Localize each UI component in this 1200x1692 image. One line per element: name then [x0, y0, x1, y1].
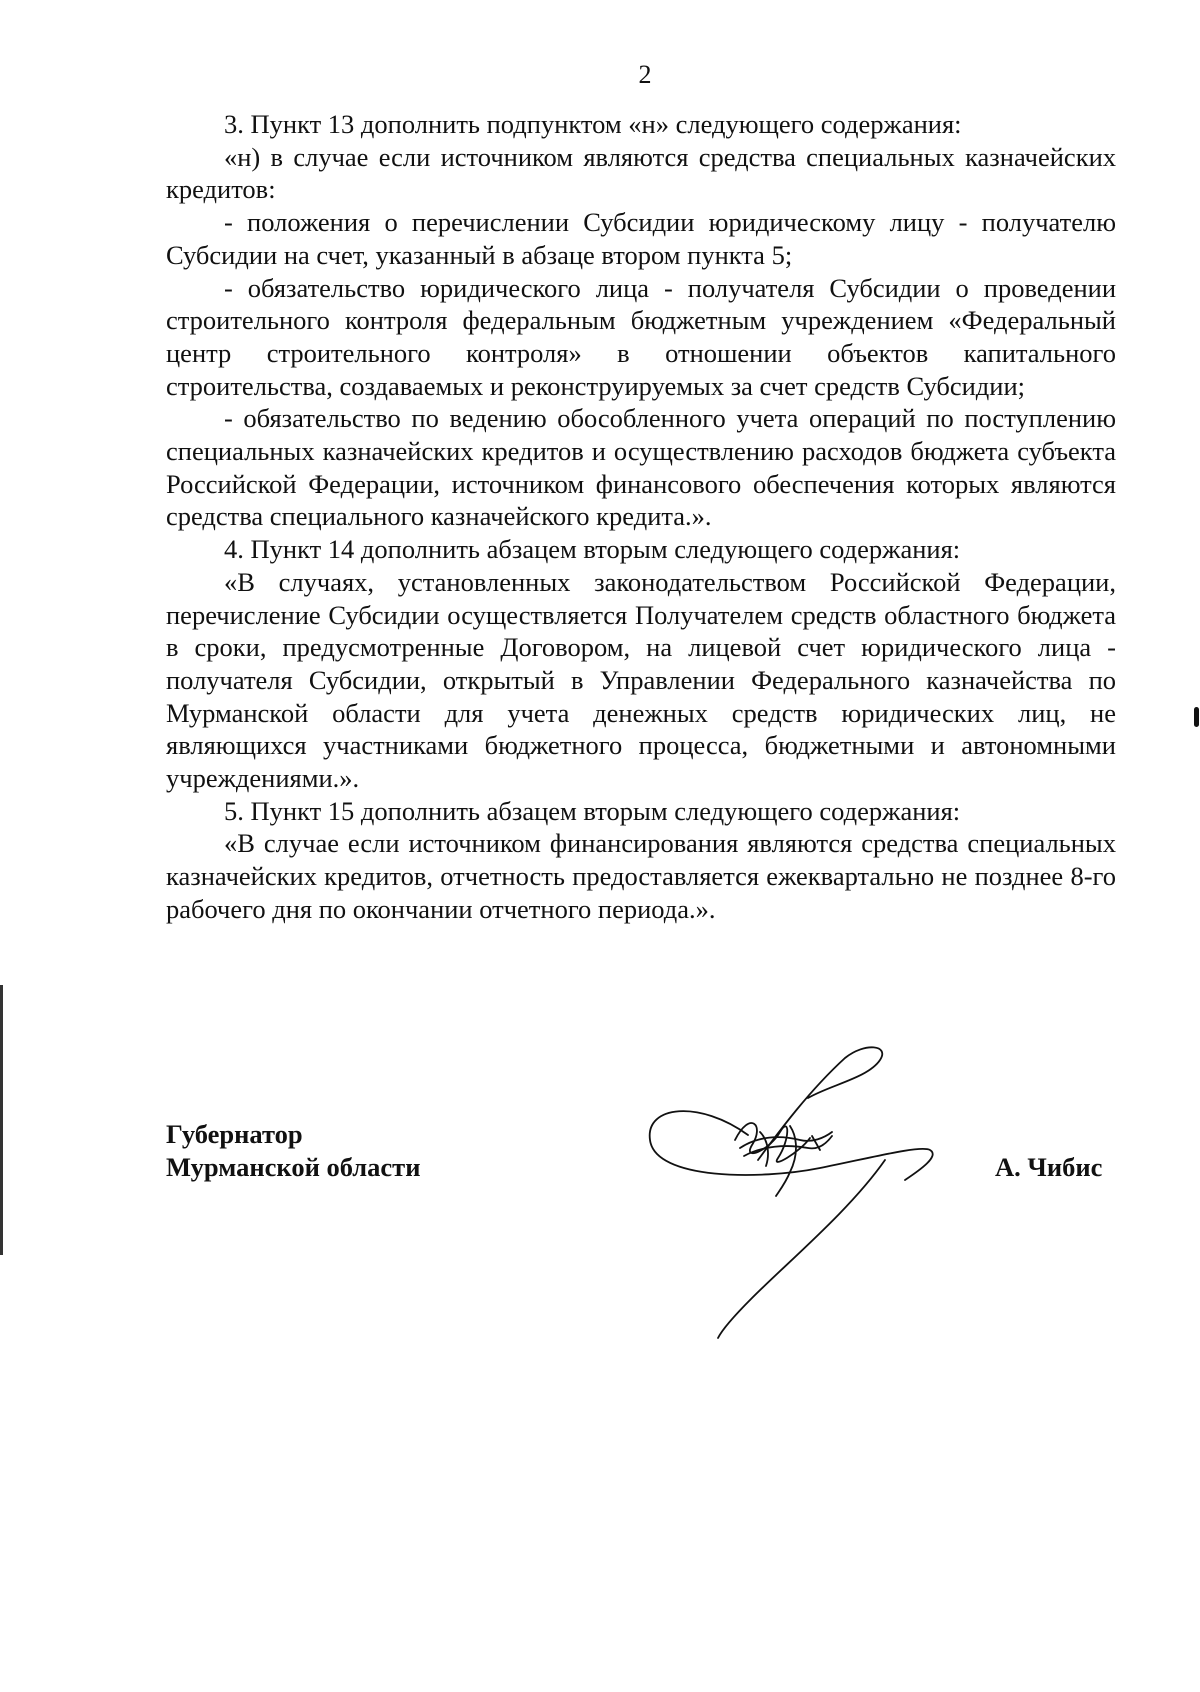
paragraph-item-4-content: «В случаях, установленных законодательством Российской Федерации, перечисление Субсидии осуществляется Получателем средств областного бюджета в сроки, предусмотренные Договором, на лицевой счет юридического лица - получателя Субсидии, открытый в Управлении Федерального казначейства по Мурманской области для учета денежных средств юридических лиц, не являющихся участниками бюджетного процесса, бюджетными и автономными учреждениями.».	[166, 566, 1116, 794]
signatory-title-line1: Губернатор	[166, 1119, 303, 1149]
paragraph-dash-construction-control: - обязательство юридического лица - получателя Субсидии о проведении строительного контроля федеральным бюджетным учреждением «Федеральный центр строительного контроля» в отношении объектов капитального строительства, создаваемых и реконструируемых за счет средств Субсидии;	[166, 272, 1116, 401]
document-body	[166, 108, 1116, 926]
paragraph-item-5-content: «В случае если источником финансирования являются средства специальных казначейских кредитов, отчетность предоставляется ежеквартально не позднее 8-го рабочего дня по окончании отчетного периода.».	[166, 828, 1116, 924]
handwritten-signature	[640, 1040, 960, 1340]
paragraph-item-4: 4. Пункт 14 дополнить абзацем вторым следующего содержания:	[224, 534, 961, 565]
signatory-title	[166, 1118, 420, 1184]
paragraph-dash-separate-accounting: - обязательство по ведению обособленного учета операций по поступлению специальных казначейских кредитов и осуществлению расходов бюджета субъекта Российской Федерации, источником финансового обеспечения которых являются средства специального казначейского кредита.».	[166, 403, 1116, 532]
paragraph-dash-transfer: - положения о перечислении Субсидии юридическому лицу - получателю Субсидии на счет, указанный в абзаце втором пункта 5;	[166, 207, 1116, 270]
paragraph-item-5: 5. Пункт 15 дополнить абзацем вторым следующего содержания:	[224, 795, 961, 826]
scan-edge-line	[0, 985, 3, 1255]
page-number: 2	[638, 60, 652, 89]
paragraph-subitem-n: «н) в случае если источником являются средства специальных казначейских кредитов:	[166, 141, 1116, 205]
paragraph-item-3: 3. Пункт 13 дополнить подпунктом «н» следующего содержания:	[224, 109, 962, 139]
signatory-name: А. Чибис	[995, 1152, 1103, 1182]
signatory-title-line2: Мурманской области	[166, 1152, 421, 1182]
scan-artifact-mark	[1194, 707, 1199, 727]
